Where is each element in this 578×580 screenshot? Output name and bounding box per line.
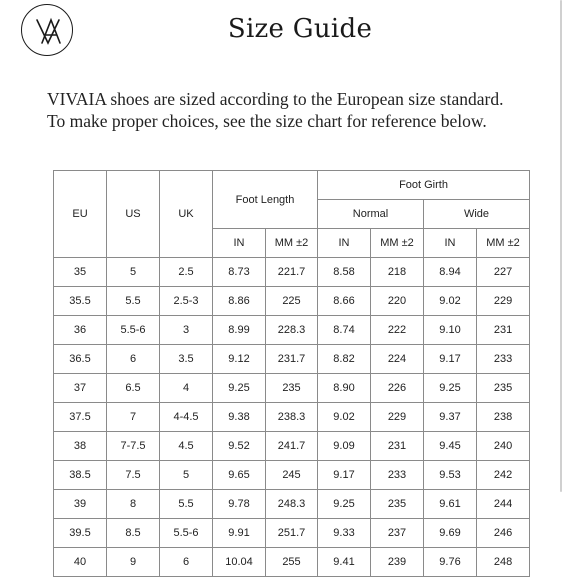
cell-eu: 36 xyxy=(54,316,107,345)
header-normal-in: IN xyxy=(318,229,371,258)
cell-us: 7-7.5 xyxy=(107,432,160,461)
cell-length-in: 9.52 xyxy=(213,432,266,461)
cell-us: 5.5-6 xyxy=(107,316,160,345)
cell-wide-in: 9.37 xyxy=(424,403,477,432)
cell-uk: 5.5-6 xyxy=(160,519,213,548)
cell-normal-mm: 235 xyxy=(371,490,424,519)
cell-us: 9 xyxy=(107,548,160,577)
cell-uk: 2.5 xyxy=(160,258,213,287)
cell-length-in: 8.73 xyxy=(213,258,266,287)
cell-normal-in: 8.58 xyxy=(318,258,371,287)
cell-wide-mm: 246 xyxy=(477,519,530,548)
scrollbar[interactable] xyxy=(560,0,562,492)
cell-wide-mm: 227 xyxy=(477,258,530,287)
cell-uk: 4-4.5 xyxy=(160,403,213,432)
cell-uk: 4 xyxy=(160,374,213,403)
cell-length-mm: 235 xyxy=(266,374,318,403)
cell-eu: 37.5 xyxy=(54,403,107,432)
cell-length-in: 9.25 xyxy=(213,374,266,403)
header-foot-length: Foot Length xyxy=(213,171,318,229)
cell-length-mm: 221.7 xyxy=(266,258,318,287)
cell-length-in: 9.65 xyxy=(213,461,266,490)
cell-normal-mm: 231 xyxy=(371,432,424,461)
cell-wide-mm: 244 xyxy=(477,490,530,519)
cell-normal-mm: 233 xyxy=(371,461,424,490)
cell-us: 6 xyxy=(107,345,160,374)
cell-us: 8.5 xyxy=(107,519,160,548)
cell-uk: 2.5-3 xyxy=(160,287,213,316)
size-rows xyxy=(54,258,530,577)
cell-wide-in: 9.69 xyxy=(424,519,477,548)
cell-normal-in: 9.09 xyxy=(318,432,371,461)
table-row xyxy=(54,258,530,287)
cell-wide-mm: 233 xyxy=(477,345,530,374)
cell-us: 7.5 xyxy=(107,461,160,490)
cell-wide-mm: 242 xyxy=(477,461,530,490)
cell-wide-mm: 235 xyxy=(477,374,530,403)
table-row xyxy=(54,287,530,316)
table-row xyxy=(54,519,530,548)
cell-wide-mm: 231 xyxy=(477,316,530,345)
cell-length-mm: 238.3 xyxy=(266,403,318,432)
cell-us: 7 xyxy=(107,403,160,432)
cell-normal-mm: 229 xyxy=(371,403,424,432)
table-row xyxy=(54,548,530,577)
cell-us: 6.5 xyxy=(107,374,160,403)
cell-length-in: 8.86 xyxy=(213,287,266,316)
cell-wide-mm: 229 xyxy=(477,287,530,316)
cell-wide-in: 9.25 xyxy=(424,374,477,403)
cell-length-mm: 228.3 xyxy=(266,316,318,345)
cell-eu: 36.5 xyxy=(54,345,107,374)
cell-us: 5 xyxy=(107,258,160,287)
intro-line-1: VIVAIA shoes are sized according to the European size standard. xyxy=(47,89,504,109)
table-row xyxy=(54,432,530,461)
cell-us: 5.5 xyxy=(107,287,160,316)
cell-eu: 35.5 xyxy=(54,287,107,316)
table-row xyxy=(54,345,530,374)
cell-length-mm: 251.7 xyxy=(266,519,318,548)
cell-eu: 39.5 xyxy=(54,519,107,548)
header-wide: Wide xyxy=(424,200,530,229)
cell-wide-in: 9.10 xyxy=(424,316,477,345)
cell-wide-mm: 238 xyxy=(477,403,530,432)
cell-us: 8 xyxy=(107,490,160,519)
cell-normal-mm: 226 xyxy=(371,374,424,403)
header-us: US xyxy=(107,171,160,258)
header-normal-mm: MM ±2 xyxy=(371,229,424,258)
table-row xyxy=(54,490,530,519)
cell-normal-mm: 222 xyxy=(371,316,424,345)
cell-eu: 35 xyxy=(54,258,107,287)
cell-normal-in: 9.25 xyxy=(318,490,371,519)
header-uk: UK xyxy=(160,171,213,258)
cell-eu: 40 xyxy=(54,548,107,577)
cell-normal-mm: 218 xyxy=(371,258,424,287)
cell-normal-mm: 239 xyxy=(371,548,424,577)
header-normal: Normal xyxy=(318,200,424,229)
cell-length-mm: 231.7 xyxy=(266,345,318,374)
cell-length-in: 9.12 xyxy=(213,345,266,374)
cell-length-mm: 245 xyxy=(266,461,318,490)
cell-normal-in: 9.02 xyxy=(318,403,371,432)
cell-uk: 6 xyxy=(160,548,213,577)
cell-length-mm: 241.7 xyxy=(266,432,318,461)
cell-uk: 3.5 xyxy=(160,345,213,374)
intro-line-2: To make proper choices, see the size chart for reference below. xyxy=(47,111,487,131)
size-chart-table xyxy=(53,170,530,577)
cell-wide-in: 9.45 xyxy=(424,432,477,461)
header-wide-in: IN xyxy=(424,229,477,258)
table-row xyxy=(54,316,530,345)
cell-eu: 39 xyxy=(54,490,107,519)
cell-normal-in: 8.82 xyxy=(318,345,371,374)
cell-length-in: 8.99 xyxy=(213,316,266,345)
cell-wide-in: 9.53 xyxy=(424,461,477,490)
cell-length-mm: 225 xyxy=(266,287,318,316)
cell-wide-in: 9.02 xyxy=(424,287,477,316)
cell-normal-mm: 237 xyxy=(371,519,424,548)
page-title: Size Guide xyxy=(227,14,373,44)
table-row xyxy=(54,403,530,432)
table-row xyxy=(54,374,530,403)
cell-wide-mm: 240 xyxy=(477,432,530,461)
header-eu: EU xyxy=(54,171,107,258)
table-row xyxy=(54,461,530,490)
cell-normal-mm: 224 xyxy=(371,345,424,374)
header-foot-girth: Foot Girth xyxy=(318,171,530,200)
cell-eu: 37 xyxy=(54,374,107,403)
header-length-mm: MM ±2 xyxy=(266,229,318,258)
intro-text xyxy=(47,88,547,132)
cell-length-in: 9.38 xyxy=(213,403,266,432)
cell-length-in: 9.78 xyxy=(213,490,266,519)
cell-uk: 4.5 xyxy=(160,432,213,461)
cell-length-in: 9.91 xyxy=(213,519,266,548)
cell-normal-in: 8.66 xyxy=(318,287,371,316)
cell-eu: 38.5 xyxy=(54,461,107,490)
cell-normal-mm: 220 xyxy=(371,287,424,316)
cell-length-mm: 248.3 xyxy=(266,490,318,519)
cell-normal-in: 9.41 xyxy=(318,548,371,577)
cell-normal-in: 8.74 xyxy=(318,316,371,345)
cell-length-mm: 255 xyxy=(266,548,318,577)
header-length-in: IN xyxy=(213,229,266,258)
cell-wide-in: 9.76 xyxy=(424,548,477,577)
cell-normal-in: 8.90 xyxy=(318,374,371,403)
cell-wide-in: 9.17 xyxy=(424,345,477,374)
cell-length-in: 10.04 xyxy=(213,548,266,577)
header-wide-mm: MM ±2 xyxy=(477,229,530,258)
cell-wide-in: 8.94 xyxy=(424,258,477,287)
cell-uk: 3 xyxy=(160,316,213,345)
cell-normal-in: 9.33 xyxy=(318,519,371,548)
cell-uk: 5.5 xyxy=(160,490,213,519)
cell-normal-in: 9.17 xyxy=(318,461,371,490)
cell-eu: 38 xyxy=(54,432,107,461)
cell-wide-mm: 248 xyxy=(477,548,530,577)
cell-wide-in: 9.61 xyxy=(424,490,477,519)
cell-uk: 5 xyxy=(160,461,213,490)
